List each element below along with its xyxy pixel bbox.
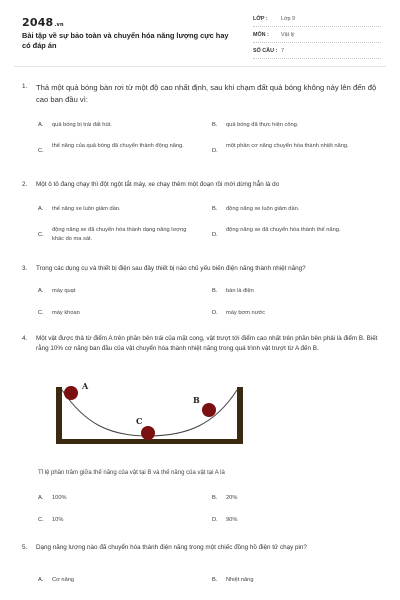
option-text: động năng xe luôn giảm dần. — [226, 206, 300, 212]
meta-value: Vật lý — [281, 32, 295, 38]
option-letter: B. — [212, 495, 218, 501]
option-text: động năng xe đã chuyển hóa thành dạng năng lượng khác do ma sát. — [52, 227, 187, 242]
ball-c — [141, 426, 155, 440]
option-text: bàn là điện — [226, 288, 254, 294]
label-a: A — [82, 381, 89, 391]
option-letter: B. — [212, 122, 218, 128]
question-number: 2. — [22, 181, 28, 188]
question-text: Trong các dụng cụ và thiết bị điện sau đây thiết bị nào chủ yếu biến điện năng thành nhiệt năng? — [36, 265, 306, 272]
option-letter: C. — [38, 517, 44, 523]
label-b: B — [193, 395, 200, 405]
logo-suffix: .vn — [54, 22, 64, 28]
question-number: 1. — [22, 83, 28, 90]
option-text: Cơ năng — [52, 577, 75, 583]
option-letter: A. — [38, 122, 44, 128]
option-letter: A. — [38, 577, 44, 583]
question-number: 5. — [22, 544, 28, 551]
option-text: động năng xe đã chuyển hóa thành thế năng. — [226, 227, 341, 233]
site-logo[interactable] — [22, 16, 64, 29]
meta-value: 7 — [281, 48, 284, 54]
option-letter: B. — [212, 577, 218, 583]
meta-label: LỚP : — [253, 16, 268, 22]
option-letter: A. — [38, 288, 44, 294]
option-letter: B. — [212, 288, 218, 294]
option-letter: C. — [38, 310, 44, 316]
option-text: máy quạt — [52, 288, 76, 294]
meta-label: SỐ CÂU : — [253, 48, 278, 54]
meta-label: MÔN : — [253, 32, 269, 38]
option-text: 10% — [52, 517, 64, 523]
option-text: quả bóng bị trái đất hút. — [52, 122, 112, 128]
option-text: thế năng của quả bóng đã chuyển thành động năng. — [52, 143, 184, 149]
option-text: một phần cơ năng chuyển hóa thành nhiệt năng. — [226, 143, 349, 149]
option-letter: D. — [212, 310, 218, 316]
slope-figure — [40, 372, 265, 450]
option-letter: D. — [212, 148, 218, 154]
option-text: quả bóng đã thực hiện công. — [226, 122, 299, 128]
option-letter: D. — [212, 232, 218, 238]
page-title: Bài tập về sự bảo toàn và chuyển hóa năng lượng cực hay có đáp án — [22, 31, 229, 50]
frame-right-post — [237, 387, 243, 443]
question-text: Một vật được thả từ điểm A trên phần bên trái của mặt cong, vật trượt tới điểm cao nhất trên phần bên phải là điểm B. Biết rằng 10% cơ năng ban đầu của vật chuyển hóa thành nhiệt năng trong quá trình vật trượt từ A đến B. — [36, 335, 378, 352]
option-text: 20% — [226, 495, 238, 501]
question-text: Thả một quả bóng bàn rơi từ một độ cao nhất định, sau khi chạm đất quả bóng không nảy lên đến độ cao ban đầu vì: — [36, 83, 377, 104]
question-4-subtext: Tỉ lệ phần trăm giữa thế năng của vật tại B và thế năng của vật tại A là — [38, 470, 225, 476]
meta-value: Lớp 9 — [281, 16, 296, 22]
meta-grade — [253, 13, 381, 27]
option-text: 90% — [226, 517, 238, 523]
option-text: máy khoan — [52, 310, 80, 316]
header-divider — [14, 66, 386, 67]
option-letter: C. — [38, 232, 44, 238]
option-letter: A. — [38, 206, 44, 212]
question-text: Một ô tô đang chạy thì đột ngột tắt máy, xe chạy thêm một đoạn rồi mới dừng hẳn là do — [36, 181, 280, 188]
meta-subject — [253, 29, 381, 43]
option-letter: C. — [38, 148, 44, 154]
option-text: máy bơm nước — [226, 310, 266, 316]
option-text: Nhiệt năng — [226, 577, 254, 583]
logo-text: 2048 — [22, 16, 54, 29]
ball-b — [202, 403, 216, 417]
option-letter: D. — [212, 517, 218, 523]
option-text: 100% — [52, 495, 67, 501]
label-c: C — [136, 416, 143, 426]
question-number: 4. — [22, 335, 28, 342]
ball-a — [64, 386, 78, 400]
page-header — [0, 0, 400, 66]
option-letter: B. — [212, 206, 218, 212]
meta-question-count — [253, 45, 381, 59]
frame-left-post — [56, 387, 62, 443]
option-text: thế năng xe luôn giảm dần. — [52, 206, 121, 212]
question-number: 3. — [22, 265, 28, 272]
question-text: Dạng năng lượng nào đã chuyển hóa thành điện năng trong một chiếc đồng hồ điện tử chạy pin? — [36, 544, 307, 551]
option-letter: A. — [38, 495, 44, 501]
